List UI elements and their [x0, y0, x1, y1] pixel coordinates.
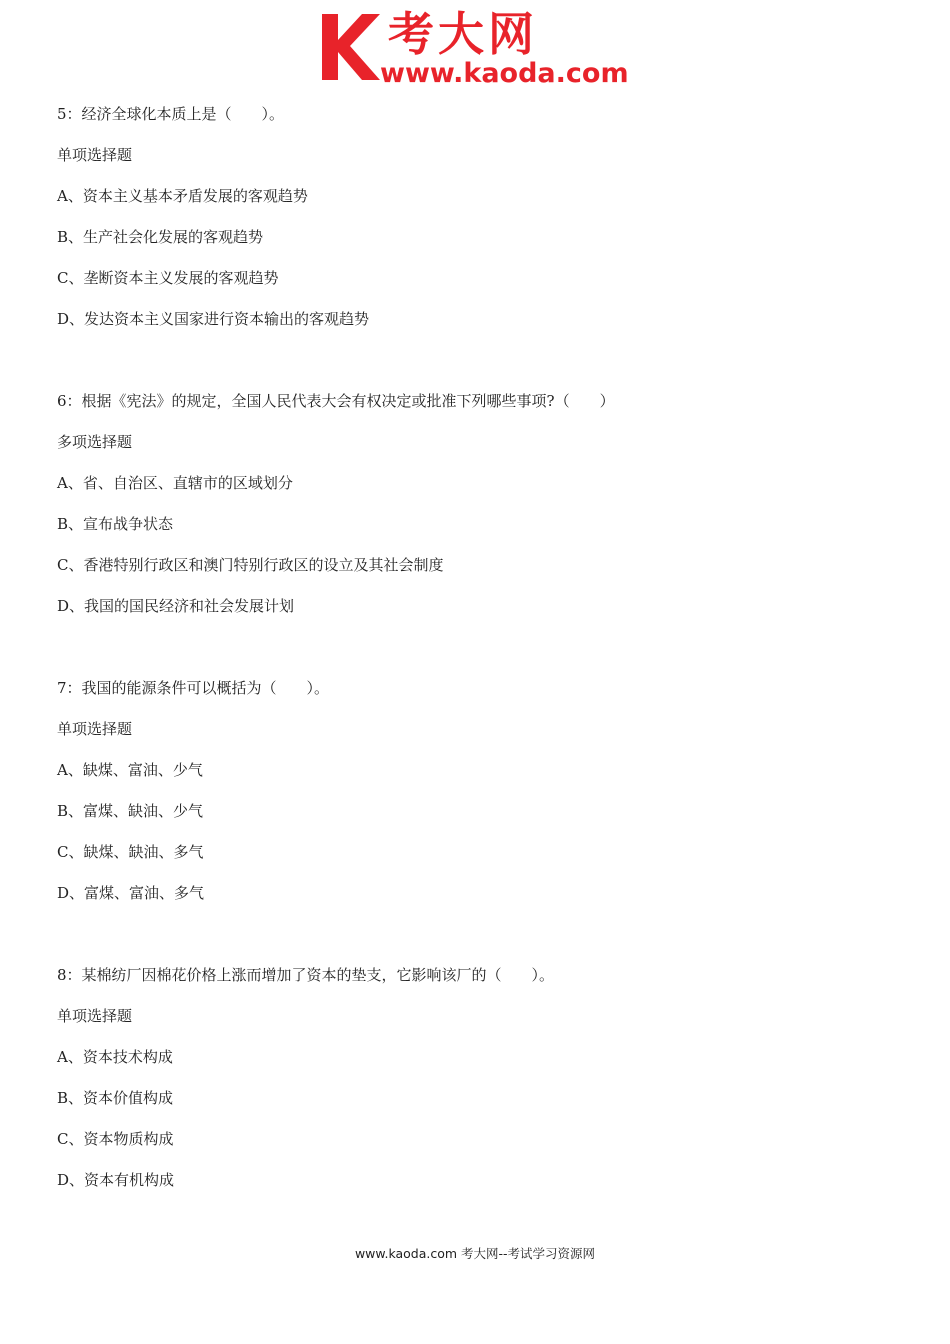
question-5: [57, 94, 917, 340]
option-b: B、资本价值构成: [57, 1089, 174, 1107]
option-d: D、资本有机构成: [57, 1171, 175, 1189]
question-stem: 6：根据《宪法》的规定，全国人民代表大会有权决定或批准下列哪些事项?（ ）: [57, 392, 615, 410]
question-type: 单项选择题: [57, 1007, 133, 1025]
option-d: D、发达资本主义国家进行资本输出的客观趋势: [57, 310, 370, 328]
option-b: B、生产社会化发展的客观趋势: [57, 228, 264, 246]
question-stem: 7：我国的能源条件可以概括为（ ）。: [57, 679, 330, 697]
option-b: B、富煤、缺油、少气: [57, 802, 204, 820]
option-c: C、香港特别行政区和澳门特别行政区的设立及其社会制度: [57, 556, 444, 574]
option-a: A、省、自治区、直辖市的区域划分: [57, 474, 293, 492]
logo-brand-url: www.kaoda.com: [380, 58, 629, 89]
question-type: 单项选择题: [57, 720, 133, 738]
option-b: B、宣布战争状态: [57, 515, 174, 533]
option-d: D、富煤、富油、多气: [57, 884, 205, 902]
logo-brand-cn: 考大网: [388, 7, 538, 61]
question-8: [57, 955, 917, 1201]
question-type: 单项选择题: [57, 146, 133, 164]
option-a: A、缺煤、富油、少气: [57, 761, 203, 779]
k-logo-icon: [318, 10, 380, 82]
site-logo: [318, 7, 638, 90]
option-c: C、垄断资本主义发展的客观趋势: [57, 269, 279, 287]
question-list: [57, 94, 917, 1242]
option-c: C、资本物质构成: [57, 1130, 174, 1148]
option-d: D、我国的国民经济和社会发展计划: [57, 597, 295, 615]
option-a: A、资本技术构成: [57, 1048, 173, 1066]
option-a: A、资本主义基本矛盾发展的客观趋势: [57, 187, 308, 205]
option-c: C、缺煤、缺油、多气: [57, 843, 204, 861]
question-stem: 5：经济全球化本质上是（ ）。: [57, 105, 285, 123]
question-type: 多项选择题: [57, 433, 133, 451]
question-7: [57, 668, 917, 914]
page-footer: www.kaoda.com 考大网--考试学习资源网: [354, 1246, 596, 1261]
question-stem: 8：某棉纺厂因棉花价格上涨而增加了资本的垫支，它影响该厂的（ ）。: [57, 966, 555, 984]
question-6: [57, 381, 917, 627]
